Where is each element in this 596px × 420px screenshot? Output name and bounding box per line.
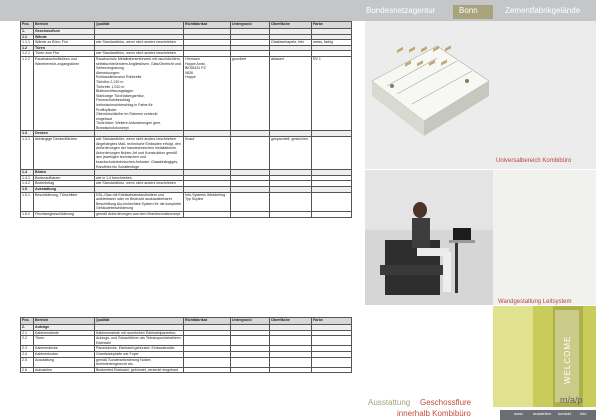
column-header: Bereich <box>34 22 95 29</box>
table-cell <box>231 137 270 170</box>
column-header: Farbe <box>312 22 352 29</box>
column-header: Farbe <box>312 318 352 325</box>
table-cell <box>312 192 352 211</box>
column-header: Oberfläche <box>270 318 312 325</box>
table-cell <box>184 367 231 373</box>
table-cell: gemäß Anforderungen aus dem Brandschutzkonzept <box>95 211 184 217</box>
table-cell: wie Standardbüro, wenn nicht anders beschrieben <box>95 181 184 187</box>
isometric-office-plan <box>367 26 493 156</box>
table-cell: 1.3 <box>21 131 34 137</box>
table-cell: Türen <box>34 336 95 346</box>
table-cell: weiss, farbig <box>312 40 352 46</box>
table-cell: Ausstattung <box>34 187 95 193</box>
table-cell: grundiert <box>231 56 270 131</box>
table-cell: Bodenaufbauen <box>34 175 95 181</box>
table-cell: 1.5.1 <box>21 192 34 211</box>
table-cell: wie Standardbüro, wenn nicht anders beschrieben <box>95 40 184 46</box>
table-cell: 2.3 <box>21 346 34 352</box>
table-cell: Wände <box>34 34 95 40</box>
column-header: Untergrund <box>231 318 270 325</box>
header-bar <box>0 0 596 21</box>
table-cell <box>312 336 352 346</box>
table-cell <box>270 211 312 217</box>
table-cell: Rauchschutz Metallrahmentürwerk mit rauchdichtem, selbstschließendem Anglieslösen, Glas/Oberlicht und Seitenverglasung Abmessungen: Rohbaudimension Rohbreite Türhöhe 2,130 m Türbreite 1,010 m Blattverzöfasungslagen Stahlzarge Türdrückergarnitur, Feuerschutzbeschlag Intrinsischnutzbeschlag in Farbe für Profilzylinder Obentürschließer im Rahmen verdeckt eingebaut Türdrücker: Weitere Anforderungen gem. Brandschutzkonzept <box>95 56 184 131</box>
table-row <box>21 211 352 217</box>
table-cell: 2.1 <box>21 330 34 336</box>
table-cell: 1.2 <box>21 45 34 51</box>
map-logo: m/a/p <box>560 395 583 405</box>
table-cell: Türen zum Flur <box>34 51 95 57</box>
table-cell: wie Standardbüro, wenn nicht anders beschrieben Abgehängtes Maß, technische Einbauten erfolgt, den Anforderungen der haustechnischen Installationen. Anforderungen Nutzer-Art und Konstruktion gemäß den jeweiligen technischen und brandschutztechnischen Anforder. Glasabhängiges, Randfries bis Schattenfuge <box>95 137 184 170</box>
nav-info[interactable]: info <box>580 411 587 416</box>
table-cell <box>270 367 312 373</box>
table-cell: 2.2 <box>21 336 34 346</box>
table-row <box>21 56 352 131</box>
table-cell: Abhängige Deckenflächen <box>34 137 95 170</box>
caption-wait: Wandgestaltung Leitsystem <box>498 299 572 305</box>
table-cell <box>184 336 231 346</box>
column-header: Untergrund <box>231 22 270 29</box>
table-cell <box>270 336 312 346</box>
footer-nav <box>500 410 596 420</box>
column-header: Qualität <box>95 318 184 325</box>
table-cell: 2.6 <box>21 367 34 373</box>
column-header: Bereich <box>34 318 95 325</box>
table-cell: Aufzugs- und Schachttüren als Teleskopschiebetüren Edelstahl <box>95 336 184 346</box>
table-header-row <box>21 22 352 29</box>
table-cell: gemäß Sonderanforderung Nutzer, behindertengerecht etc. <box>95 357 184 367</box>
table-cell <box>184 211 231 217</box>
column-header: Qualität <box>95 22 184 29</box>
table-cell: 1.3.1 <box>21 137 34 170</box>
column-header: Richtfabrikat <box>184 22 231 29</box>
table-cell: Info-Systems Wedderling Typ Skyline <box>184 192 231 211</box>
table-cell: 1.4 <box>21 170 34 176</box>
spec-table-floors <box>20 21 352 218</box>
table-header-row <box>21 318 352 325</box>
table-cell: 1.5 <box>21 187 34 193</box>
table-cell: Knauf <box>184 137 231 170</box>
welcome-wall <box>493 306 596 407</box>
table-cell: 1.4.1 <box>21 175 34 181</box>
table-cell: DSL-Glas mit Edelstahlabstandhaltern und aufklebbarer oder im Bedruckt auskavatierbarer Beschriftung Alu-einhechtes System für die komplette Gebäudebeschilderung <box>95 192 184 211</box>
table-cell: Glasfasertapete, fein <box>270 40 312 46</box>
table-cell: 1.1 <box>21 34 34 40</box>
table-cell: 1.5.2 <box>21 211 34 217</box>
table-cell: Bedienfeld Edelstahl, gebürstet, versenkt eingebaut <box>95 367 184 373</box>
table-cell: Bodenbelag <box>34 181 95 187</box>
table-cell: Aufzabrleu <box>34 367 95 373</box>
table-cell <box>270 192 312 211</box>
nav-kontakt[interactable]: kontakt <box>558 411 571 416</box>
table-cell: 1.4.2 <box>21 181 34 187</box>
table-row <box>21 367 352 373</box>
table-cell: Granitsteinplatte wie Foyer <box>95 351 184 357</box>
table-row <box>21 357 352 367</box>
caption-iso: Universalbereich Kombibüro <box>496 158 572 164</box>
table-cell <box>312 137 352 170</box>
table-cell <box>231 192 270 211</box>
column-header: Richtfabrikat <box>184 318 231 325</box>
column-header: Oberfläche <box>270 22 312 29</box>
header-city-label: Bonn <box>459 6 478 15</box>
photo-woman-laptop <box>365 170 493 305</box>
table-row <box>21 336 352 346</box>
table-cell: Kabinendecke <box>34 346 95 352</box>
table-row <box>21 137 352 170</box>
table-cell: Geschossflure <box>34 29 95 35</box>
table-cell: gespachtelt, gestrichen <box>270 137 312 170</box>
table-cell: Decken <box>34 131 95 137</box>
blank-area <box>365 306 493 394</box>
table-cell: 1.2.1 <box>21 51 34 57</box>
table-cell: 1.1.1 <box>21 40 34 46</box>
header-client: Bundesnetzagentur <box>366 6 436 15</box>
table-cell: 1. <box>21 29 34 35</box>
footer-category: Ausstattung <box>368 398 411 407</box>
photo-wall-detail <box>493 170 596 305</box>
spec-table-elevators <box>20 317 352 373</box>
table-cell: Ausstattung <box>34 357 95 367</box>
table-cell <box>312 367 352 373</box>
table-cell <box>270 357 312 367</box>
footer-subtitle: innerhalb Kombibüro <box>397 409 471 418</box>
welcome-text: WELCOME <box>563 335 572 384</box>
table-cell <box>312 211 352 217</box>
table-cell: Fluchtwegbeschilderung <box>34 211 95 217</box>
table-cell: Böden <box>34 170 95 176</box>
table-cell: Türen <box>34 45 95 51</box>
footer-title: Geschossflure <box>420 398 472 407</box>
table-cell: 2.5 <box>21 357 34 367</box>
table-cell: Hörmann Hoppe Amst. BKS6331 PZ 0826 Hoppe <box>184 56 231 131</box>
table-cell: Kabinenwände mit raumhohen Edelstahlpaneelen, <box>95 330 184 336</box>
nav-ausstellen[interactable]: ausstellen <box>533 411 552 416</box>
table-cell <box>231 367 270 373</box>
table-cell: Kabinenboden <box>34 351 95 357</box>
table-cell: RV 1 <box>312 56 352 131</box>
table-cell: Aufzüge <box>34 325 95 331</box>
table-cell <box>312 357 352 367</box>
table-cell: 2. <box>21 325 34 331</box>
table-cell: Paneeldecke, Edelstahl gebürstet. Einbaustrahler <box>95 346 184 352</box>
table-cell: Wände zu Büro, Flur <box>34 40 95 46</box>
column-header: Pos. <box>21 22 34 29</box>
table-cell: Kabinenwände <box>34 330 95 336</box>
table-cell <box>231 211 270 217</box>
header-site: Zementfabrikgelände <box>505 6 581 15</box>
table-cell: 1.2.2 <box>21 56 34 131</box>
header-city-tab[interactable] <box>453 5 493 19</box>
table-cell <box>231 336 270 346</box>
table-cell: wie in 1.4 beschrieben <box>95 175 184 181</box>
table-cell <box>184 357 231 367</box>
table-cell: Rauchabschnittstüren und Wartebereich-zugangstüren <box>34 56 95 131</box>
column-header: Pos. <box>21 318 34 325</box>
table-cell: 2.4 <box>21 351 34 357</box>
table-cell <box>231 357 270 367</box>
table-cell: ablasert <box>270 56 312 131</box>
table-cell: Beschilderung, Türschilder <box>34 192 95 211</box>
table-cell: wie Standardbüro, wenn nicht anders beschrieben <box>95 51 184 57</box>
table-row <box>21 192 352 211</box>
nav-www[interactable]: www <box>514 411 523 416</box>
